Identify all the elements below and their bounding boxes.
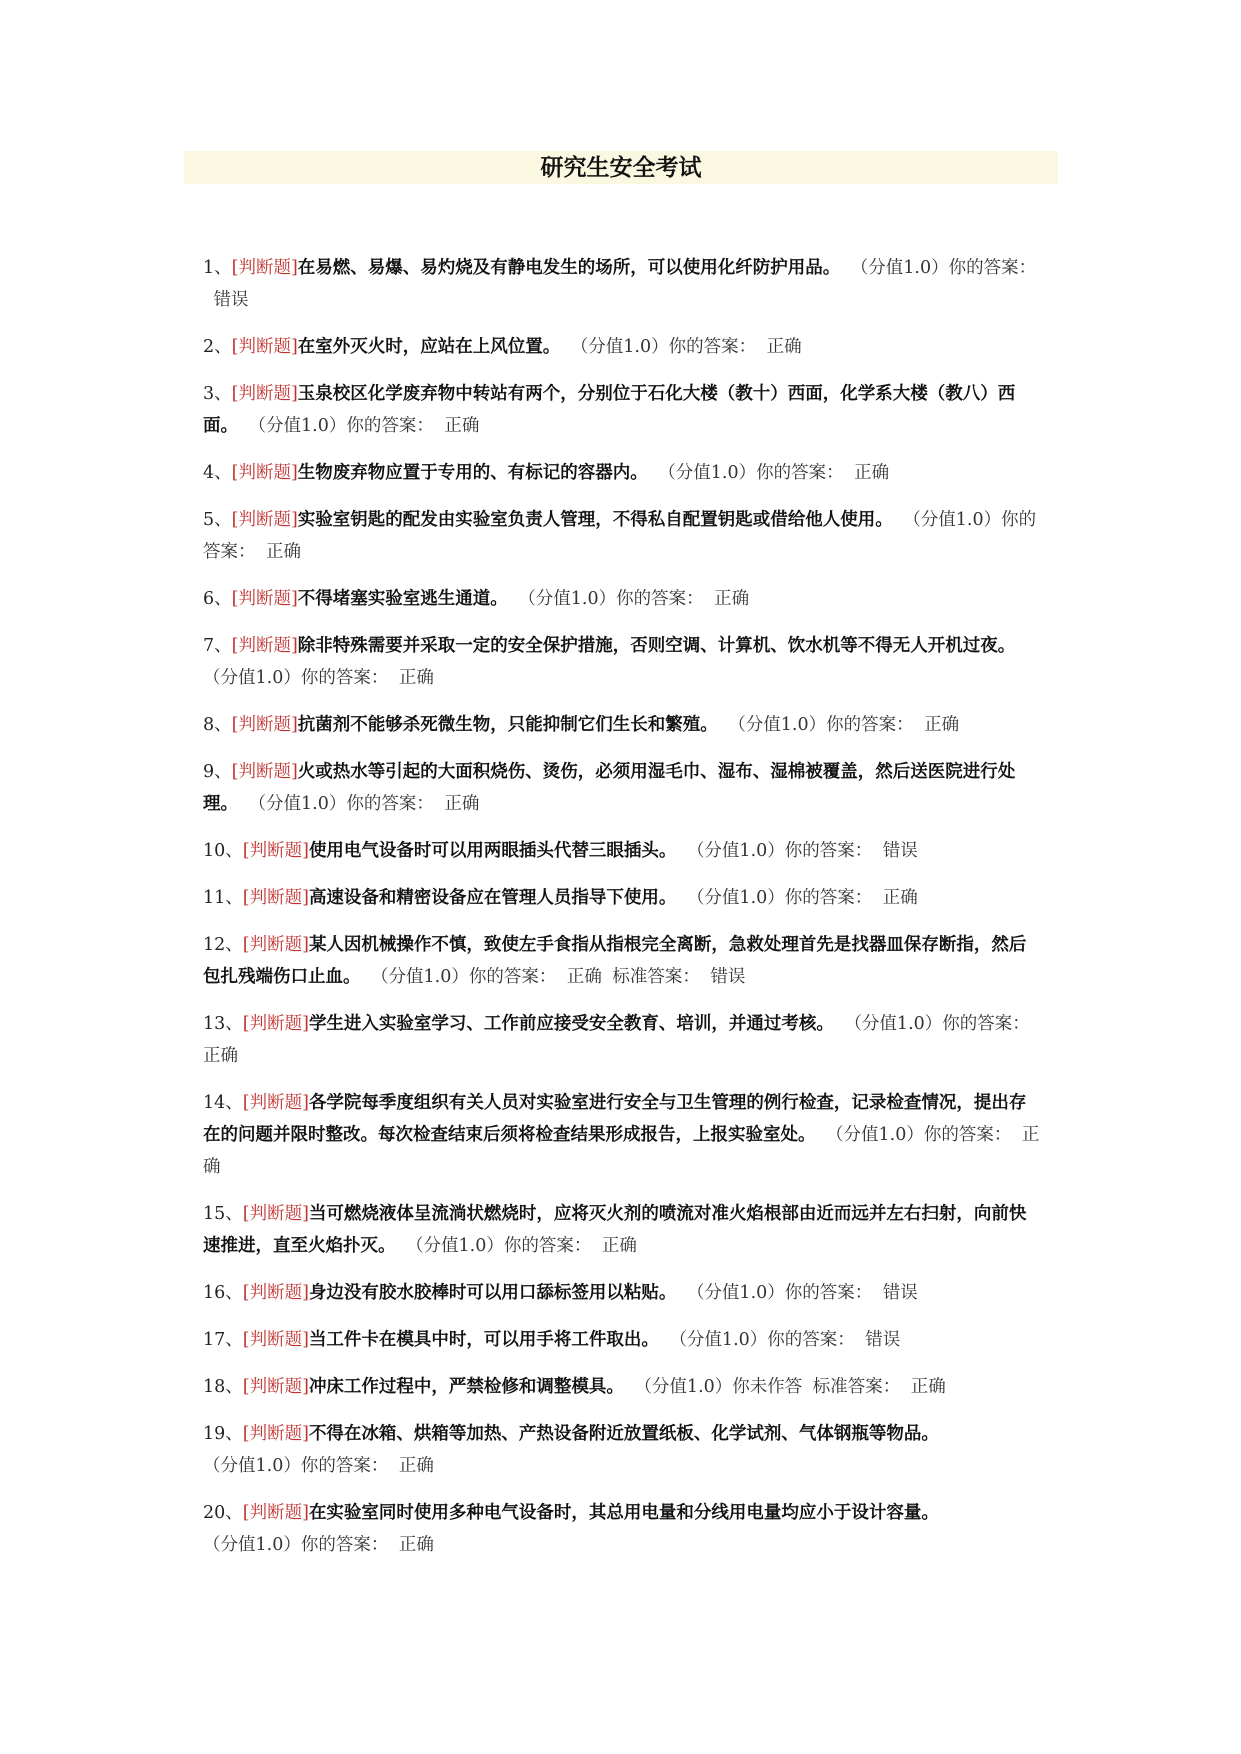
answer-label: 你的答案： (300, 668, 389, 688)
question-type-tag: [判断题] (231, 510, 298, 530)
answer-label: 你未作答 (732, 1377, 803, 1397)
question-type-tag: [判断题] (242, 1014, 309, 1034)
standard-answer: 错误 (710, 967, 746, 987)
your-answer: 错误 (882, 841, 918, 861)
answer-label: 你的答案： (300, 1535, 389, 1555)
question-type-tag: [判断题] (242, 935, 309, 955)
question-number: 8、 (203, 715, 232, 735)
answer-label: 你的答案： (756, 463, 844, 483)
question-score: （分值1.0） (570, 337, 669, 357)
question-type-tag: [判断题] (231, 715, 298, 735)
question-score: （分值1.0） (686, 841, 785, 861)
question-text: 高速设备和精密设备应在管理人员指导下使用。 (308, 888, 677, 908)
question-item (203, 1497, 1041, 1561)
question-score: （分值1.0） (850, 258, 949, 278)
answer-label: 你的答案： (784, 888, 873, 908)
question-text: 抗菌剂不能够杀死微生物，只能抑制它们生长和繁殖。 (297, 715, 718, 735)
answer-label: 你的答案： (784, 1283, 873, 1303)
question-score: （分值1.0） (203, 1456, 301, 1476)
question-score: （分值1.0） (844, 1014, 943, 1034)
question-type-tag: [判断题] (231, 762, 298, 782)
question-score: （分值1.0） (406, 1236, 504, 1256)
question-text: 在实验室同时使用多种电气设备时，其总用电量和分线用电量均应小于设计容量。 (308, 1503, 939, 1523)
answer-label: 你的答案： (668, 337, 757, 357)
question-score: （分值1.0） (903, 510, 1002, 530)
answer-label: 你的答案： (346, 416, 434, 436)
question-type-tag: [判断题] (231, 258, 298, 278)
question-item (203, 756, 1041, 820)
question-type-tag: [判断题] (231, 463, 298, 483)
question-item (203, 630, 1041, 694)
question-score: （分值1.0） (371, 967, 469, 987)
question-item (203, 583, 1041, 615)
question-number: 3、 (203, 384, 232, 404)
your-answer: 正确 (398, 668, 434, 688)
question-number: 6、 (203, 589, 232, 609)
question-number: 9、 (203, 762, 232, 782)
question-number: 14、 (203, 1093, 243, 1113)
question-number: 17、 (203, 1330, 243, 1350)
question-number: 7、 (203, 636, 232, 656)
question-text: 除非特殊需要并采取一定的安全保护措施，否则空调、计算机、饮水机等不得无人开机过夜。 (297, 636, 1016, 656)
question-type-tag: [判断题] (242, 1204, 309, 1224)
question-type-tag: [判断题] (231, 589, 298, 609)
your-answer: 正确 (714, 589, 750, 609)
question-text: 某人因机械操作不慎，致使左手食指从指根完全离断，急救处理首先是找器皿保存断指，然后包扎残端伤口止血。 (203, 935, 1027, 987)
question-score: （分值1.0） (826, 1125, 924, 1145)
your-answer: 正确 (882, 888, 918, 908)
question-type-tag: [判断题] (231, 384, 298, 404)
question-type-tag: [判断题] (242, 1503, 309, 1523)
question-number: 10、 (203, 841, 243, 861)
question-score: （分值1.0） (248, 794, 347, 814)
question-item (203, 1008, 1041, 1072)
question-item (203, 709, 1041, 741)
question-score: （分值1.0） (518, 589, 617, 609)
answer-label: 你的答案： (784, 841, 873, 861)
your-answer: 正确 (203, 1125, 1040, 1177)
your-answer: 正确 (444, 416, 480, 436)
your-answer: 正确 (444, 794, 480, 814)
your-answer: 正确 (601, 1236, 637, 1256)
answer-label: 你的答案： (826, 715, 914, 735)
question-item (203, 1087, 1041, 1183)
question-list (203, 252, 1041, 1576)
your-answer: 正确 (398, 1535, 434, 1555)
question-text: 学生进入实验室学习、工作前应接受安全教育、培训，并通过考核。 (308, 1014, 834, 1034)
question-item (203, 1371, 1041, 1403)
question-number: 1、 (203, 258, 232, 278)
question-text: 当可燃烧液体呈流淌状燃烧时，应将灭火剂的喷流对准火焰根部由近而远并左右扫射，向前快速推进，直至火焰扑灭。 (203, 1204, 1027, 1256)
question-text: 实验室钥匙的配发由实验室负责人管理，不得私自配置钥匙或借给他人使用。 (297, 510, 893, 530)
question-text: 当工件卡在模具中时，可以用手将工件取出。 (308, 1330, 659, 1350)
question-text: 火或热水等引起的大面积烧伤、烫伤，必须用湿毛巾、湿布、湿棉被覆盖，然后送医院进行处理。 (203, 762, 1016, 814)
question-type-tag: [判断题] (242, 1377, 309, 1397)
your-answer: 正确 (203, 1046, 238, 1066)
standard-answer-label: 标准答案： (812, 1377, 901, 1397)
question-item (203, 1277, 1041, 1309)
answer-label: 你的答案： (468, 967, 557, 987)
question-item (203, 835, 1041, 867)
question-score: （分值1.0） (248, 416, 347, 436)
question-type-tag: [判断题] (231, 636, 298, 656)
question-score: （分值1.0） (728, 715, 827, 735)
question-type-tag: [判断题] (242, 1283, 309, 1303)
question-text: 不得在冰箱、烘箱等加热、产热设备附近放置纸板、化学试剂、气体钢瓶等物品。 (308, 1424, 939, 1444)
question-item (203, 457, 1041, 489)
your-answer: 正确 (566, 967, 602, 987)
question-item (203, 331, 1041, 363)
question-text: 各学院每季度组织有关人员对实验室进行安全与卫生管理的例行检查，记录检查情况，提出存在的问题并限时整改。每次检查结束后须将检查结果形成报告，上报实验室处。 (203, 1093, 1027, 1145)
question-score: （分值1.0） (203, 1535, 301, 1555)
answer-label: 你的答案： (616, 589, 704, 609)
question-type-tag: [判断题] (242, 1424, 309, 1444)
question-score: （分值1.0） (634, 1377, 733, 1397)
your-answer: 正确 (398, 1456, 434, 1476)
question-item (203, 1198, 1041, 1262)
question-type-tag: [判断题] (242, 841, 309, 861)
question-item (203, 929, 1041, 993)
question-text: 不得堵塞实验室逃生通道。 (297, 589, 508, 609)
your-answer: 错误 (882, 1283, 918, 1303)
question-text: 身边没有胶水胶棒时可以用口舔标签用以粘贴。 (308, 1283, 677, 1303)
your-answer: 错误 (865, 1330, 901, 1350)
question-text: 冲床工作过程中，严禁检修和调整模具。 (308, 1377, 624, 1397)
question-type-tag: [判断题] (242, 888, 309, 908)
question-text: 生物废弃物应置于专用的、有标记的容器内。 (297, 463, 648, 483)
question-number: 2、 (203, 337, 232, 357)
your-answer: 正确 (266, 542, 301, 562)
page-title: 研究生安全考试 (184, 151, 1058, 184)
question-score: （分值1.0） (669, 1330, 768, 1350)
answer-label: 你的答案： (923, 1125, 1012, 1145)
question-text: 玉泉校区化学废弃物中转站有两个，分别位于石化大楼（教十）西面，化学系大楼（教八）西面。 (203, 384, 1016, 436)
question-item (203, 1418, 1041, 1482)
question-text: 在室外灭火时，应站在上风位置。 (297, 337, 561, 357)
your-answer: 正确 (766, 337, 802, 357)
question-number: 19、 (203, 1424, 243, 1444)
answer-label: 你的答案： (203, 510, 1037, 562)
question-type-tag: [判断题] (242, 1330, 309, 1350)
question-number: 15、 (203, 1204, 243, 1224)
your-answer: 错误 (213, 290, 249, 310)
question-number: 18、 (203, 1377, 243, 1397)
your-answer: 正确 (854, 463, 890, 483)
answer-label: 你的答案： (948, 258, 1037, 278)
answer-label: 你的答案： (503, 1236, 592, 1256)
question-score: （分值1.0） (203, 668, 301, 688)
question-number: 11、 (203, 888, 243, 908)
question-text: 在易燃、易爆、易灼烧及有静电发生的场所，可以使用化纤防护用品。 (297, 258, 841, 278)
question-score: （分值1.0） (686, 888, 785, 908)
question-type-tag: [判断题] (231, 337, 298, 357)
standard-answer-label: 标准答案： (612, 967, 700, 987)
question-number: 4、 (203, 463, 232, 483)
answer-label: 你的答案： (942, 1014, 1030, 1034)
question-type-tag: [判断题] (242, 1093, 309, 1113)
answer-label: 你的答案： (346, 794, 434, 814)
question-item (203, 504, 1041, 568)
question-number: 20、 (203, 1503, 243, 1523)
question-number: 12、 (203, 935, 243, 955)
question-text: 使用电气设备时可以用两眼插头代替三眼插头。 (308, 841, 677, 861)
question-item (203, 882, 1041, 914)
question-score: （分值1.0） (686, 1283, 785, 1303)
question-item (203, 252, 1041, 316)
question-number: 13、 (203, 1014, 243, 1034)
answer-label: 你的答案： (767, 1330, 855, 1350)
question-item (203, 1324, 1041, 1356)
question-number: 16、 (203, 1283, 243, 1303)
question-number: 5、 (203, 510, 232, 530)
your-answer: 正确 (924, 715, 960, 735)
question-score: （分值1.0） (658, 463, 757, 483)
question-item (203, 378, 1041, 442)
answer-label: 你的答案： (300, 1456, 389, 1476)
standard-answer: 正确 (910, 1377, 946, 1397)
